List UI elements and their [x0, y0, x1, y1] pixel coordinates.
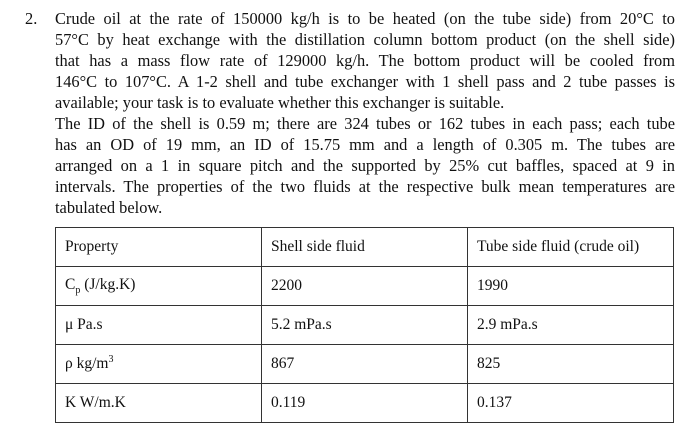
shell-value-cell: 0.119: [262, 384, 468, 423]
question-number: 2.: [25, 9, 38, 28]
property-cell: $C_p$ (J/kg.K): [56, 267, 262, 306]
problem-line: intervals. The properties of the two fluids at the respective bulk mean temperatures are: [55, 177, 675, 196]
problem-line: 146°C to 107°C. A 1-2 shell and tube exchanger with 1 shell pass and 2 tube passes is: [55, 72, 675, 91]
problem-line: that has a mass flow rate of 129000 kg/h. The bottom product will be cooled from: [55, 51, 675, 70]
problem-line: The ID of the shell is 0.59 m; there are 324 tubes or 162 tubes in each pass; each tube: [55, 114, 675, 133]
problem-line: available; your task is to evaluate whether this exchanger is suitable.: [55, 93, 505, 112]
tube-value-cell: 0.137: [468, 384, 674, 423]
tube-value-cell: 1990: [468, 267, 674, 306]
header-tube-side: Tube side fluid (crude oil): [468, 228, 674, 267]
table-row: [56, 345, 674, 384]
problem-line: tabulated below.: [55, 198, 163, 217]
shell-value-cell: 5.2 mPa.s: [262, 306, 468, 345]
property-cell: K W/m.K: [56, 384, 262, 423]
tube-value-cell: 825: [468, 345, 674, 384]
problem-line: 57°C by heat exchange with the distillation column bottom product (on the shell side): [55, 30, 675, 49]
table-row: [56, 306, 674, 345]
table-header-row: [56, 228, 674, 267]
problem-statement: [55, 8, 675, 218]
problem-line: Crude oil at the rate of 150000 kg/h is to be heated (on the tube side) from 20°C to: [55, 9, 675, 28]
property-cell: μ Pa.s: [56, 306, 262, 345]
shell-value-cell: 867: [262, 345, 468, 384]
table-row: [56, 267, 674, 306]
shell-value-cell: 2200: [262, 267, 468, 306]
header-shell-side: Shell side fluid: [262, 228, 468, 267]
problem-line: has an OD of 19 mm, an ID of 15.75 mm and a length of 0.305 m. The tubes are: [55, 135, 675, 154]
table-row: [56, 384, 674, 423]
header-property: Property: [56, 228, 262, 267]
properties-table: [55, 227, 674, 423]
property-cell: ρ $kg/m^3$: [56, 345, 262, 384]
tube-value-cell: 2.9 mPa.s: [468, 306, 674, 345]
problem-line: arranged on a 1 in square pitch and the supported by 25% cut baffles, spaced at 9 in: [55, 156, 675, 175]
